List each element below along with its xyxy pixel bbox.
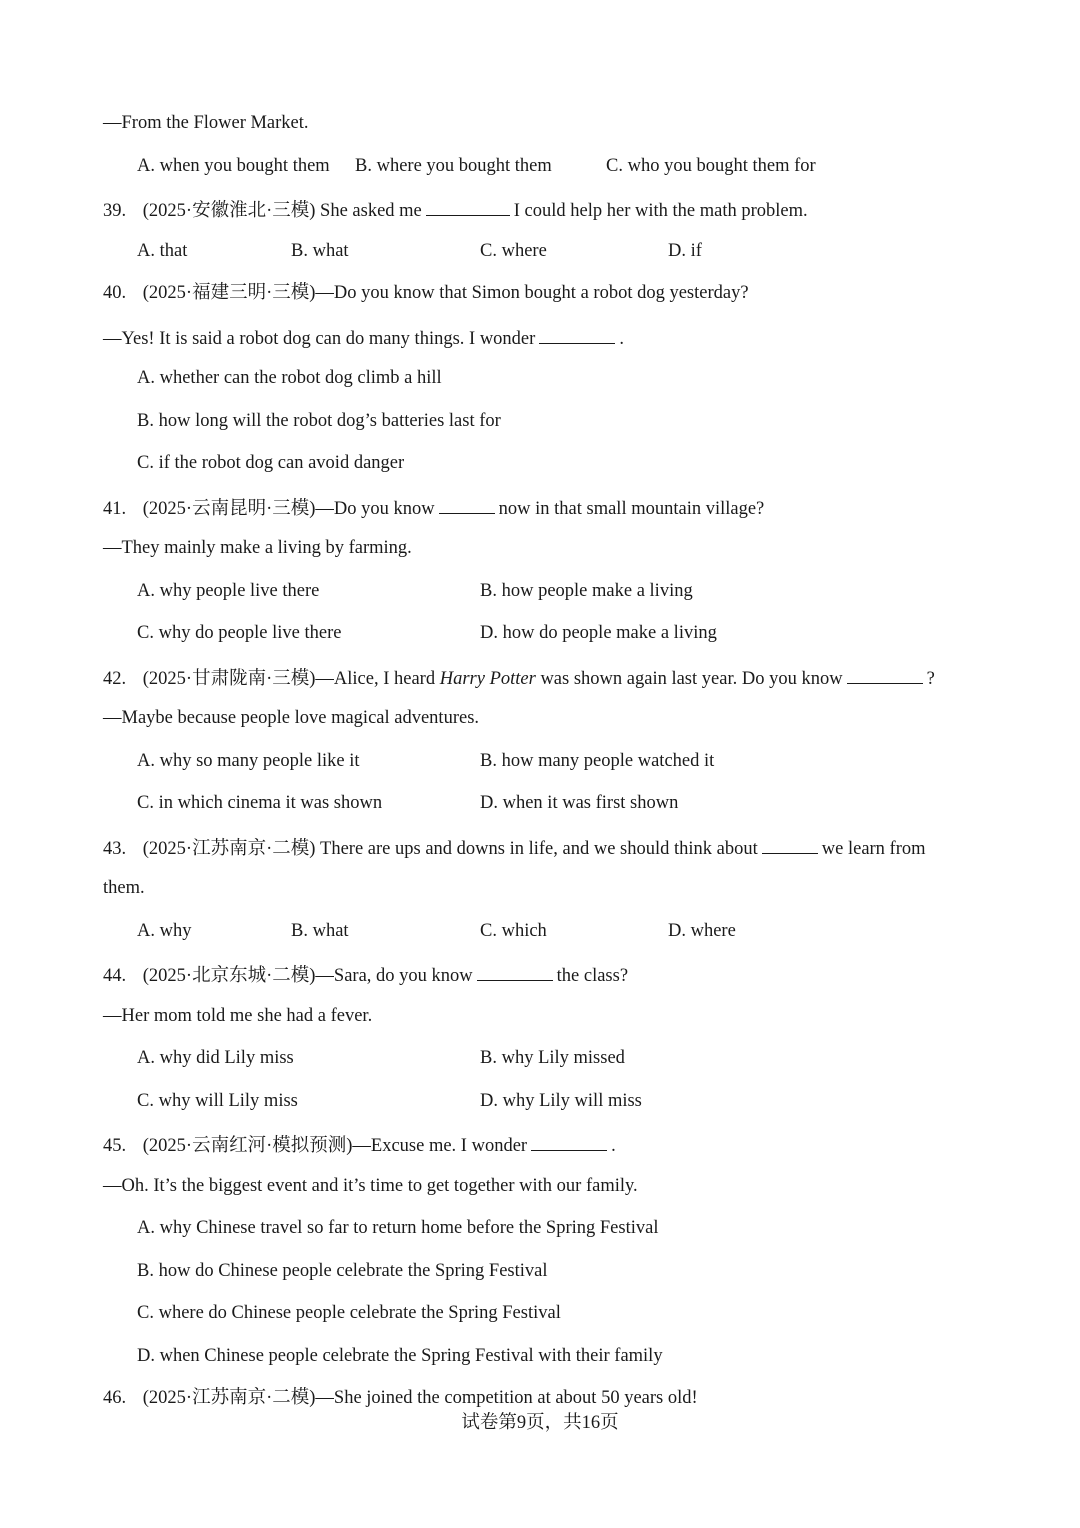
option-a: A. that (137, 241, 188, 261)
answer-blank (539, 327, 615, 344)
option-b: B. what (291, 241, 349, 261)
question-stem: —Do you know (315, 499, 435, 519)
question-stem: —Excuse me. I wonder (352, 1136, 528, 1156)
question-source: (2025·安徽淮北·三模) (142, 201, 316, 221)
option-b: B. how long will the robot dog’s batteries last for (137, 411, 501, 431)
option-d: D. why Lily will miss (480, 1091, 642, 1111)
question-stem: was shown again last year. Do you know (540, 669, 843, 689)
option-a: A. when you bought them (137, 156, 330, 176)
question-number: 45. (103, 1136, 127, 1156)
dialog-line: —Oh. It’s the biggest event and it’s time to get together with our family. (103, 1176, 638, 1196)
question-source: (2025·云南红河·模拟预测) (142, 1136, 353, 1156)
question-number: 46. (103, 1388, 127, 1408)
dialog-line (103, 327, 624, 351)
question-46 (103, 1389, 698, 1413)
question-number: 44. (103, 966, 127, 986)
question-number: 40. (103, 283, 127, 303)
question-42 (103, 667, 935, 691)
question-39 (103, 199, 808, 223)
question-stem-continued: them. (103, 878, 145, 898)
question-source: (2025·北京东城·二模) (142, 966, 316, 986)
question-stem: we learn from (821, 839, 926, 859)
question-number: 39. (103, 201, 127, 221)
dialog-line: —Her mom told me she had a fever. (103, 1006, 373, 1026)
question-number: 41. (103, 499, 127, 519)
option-a: A. why people live there (137, 581, 320, 601)
option-b: B. what (291, 921, 349, 941)
option-c: C. who you bought them for (606, 156, 816, 176)
answer-blank (847, 667, 923, 684)
option-b: B. why Lily missed (480, 1048, 625, 1068)
question-stem: —Sara, do you know (315, 966, 473, 986)
option-a: A. why did Lily miss (137, 1048, 294, 1068)
question-stem: There are ups and downs in life, and we should think about (320, 839, 758, 859)
question-source: (2025·江苏南京·二模) (142, 1388, 316, 1408)
question-41 (103, 497, 764, 521)
option-b: B. how people make a living (480, 581, 693, 601)
option-d: D. when Chinese people celebrate the Spring Festival with their family (137, 1346, 663, 1366)
book-title: Harry Potter (439, 669, 536, 689)
dialog-line: —From the Flower Market. (103, 113, 309, 133)
question-stem: now in that small mountain village? (498, 499, 765, 519)
option-d: D. when it was first shown (480, 793, 679, 813)
dialog-text: . (619, 329, 624, 349)
option-c: C. where do Chinese people celebrate the Spring Festival (137, 1303, 561, 1323)
question-stem: ? (926, 669, 935, 689)
answer-blank (762, 837, 818, 854)
question-number: 42. (103, 669, 127, 689)
option-c: C. in which cinema it was shown (137, 793, 383, 813)
option-d: D. how do people make a living (480, 623, 717, 643)
question-43 (103, 837, 926, 861)
page-footer: 试卷第9页，共16页 (461, 1413, 619, 1433)
option-c: C. if the robot dog can avoid danger (137, 453, 405, 473)
option-a: A. whether can the robot dog climb a hill (137, 368, 442, 388)
question-40 (103, 284, 749, 308)
question-44 (103, 964, 628, 988)
option-c: C. where (480, 241, 547, 261)
option-b: B. how do Chinese people celebrate the Spring Festival (137, 1261, 548, 1281)
option-a: A. why (137, 921, 192, 941)
question-stem: I could help her with the math problem. (513, 201, 808, 221)
question-source: (2025·福建三明·三模) (142, 283, 316, 303)
question-stem: —She joined the competition at about 50 years old! (315, 1388, 698, 1408)
option-d: D. where (668, 921, 736, 941)
option-a: A. why Chinese travel so far to return home before the Spring Festival (137, 1218, 659, 1238)
dialog-line: —Maybe because people love magical adventures. (103, 708, 480, 728)
answer-blank (426, 199, 510, 216)
option-c: C. which (480, 921, 547, 941)
answer-blank (477, 964, 553, 981)
option-d: D. if (668, 241, 702, 261)
option-c: C. why do people live there (137, 623, 342, 643)
question-stem: —Do you know that Simon bought a robot dog yesterday? (315, 283, 749, 303)
answer-blank (531, 1134, 607, 1151)
question-stem: the class? (556, 966, 629, 986)
option-c: C. why will Lily miss (137, 1091, 298, 1111)
answer-blank (439, 497, 495, 514)
option-b: B. where you bought them (355, 156, 552, 176)
question-number: 43. (103, 839, 127, 859)
dialog-text: —Yes! It is said a robot dog can do many things. I wonder (103, 329, 536, 349)
question-source: (2025·云南昆明·三模) (142, 499, 316, 519)
option-b: B. how many people watched it (480, 751, 715, 771)
question-stem: She asked me (320, 201, 422, 221)
question-source: (2025·甘肃陇南·三模) (142, 669, 316, 689)
dialog-line: —They mainly make a living by farming. (103, 538, 412, 558)
question-stem: —Alice, I heard (315, 669, 436, 689)
question-source: (2025·江苏南京·二模) (142, 839, 316, 859)
question-stem: . (611, 1136, 616, 1156)
question-45 (103, 1134, 616, 1158)
option-a: A. why so many people like it (137, 751, 360, 771)
